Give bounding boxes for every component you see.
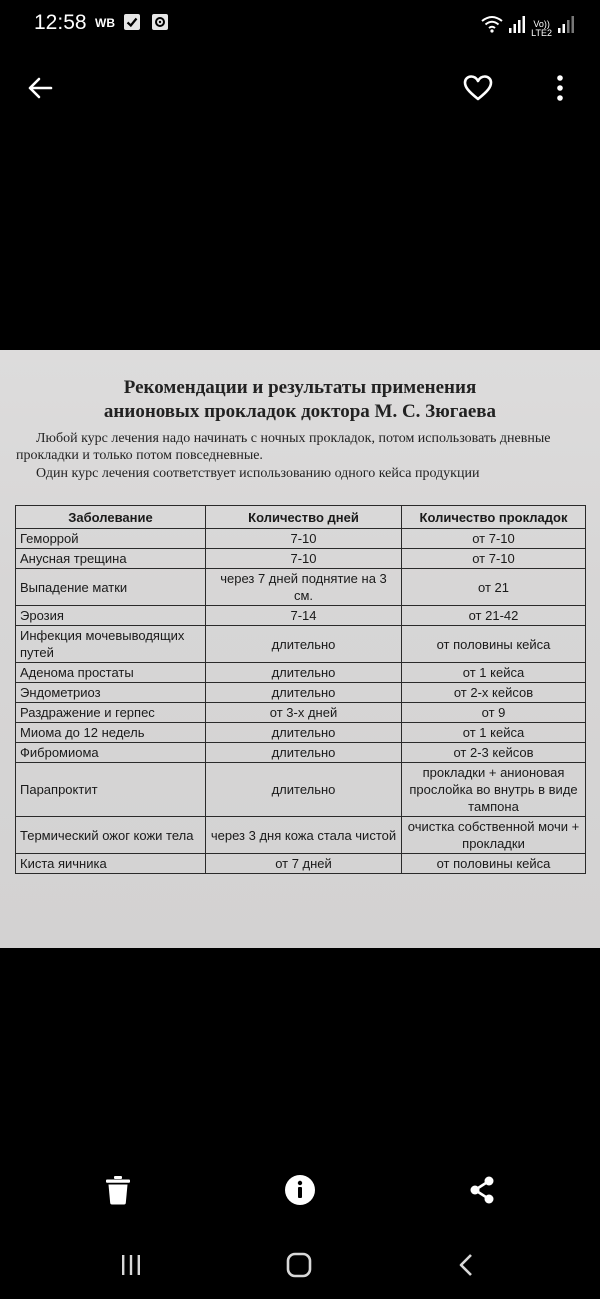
table-row xyxy=(16,549,586,569)
cell-disease: Инфекция мочевыводящих путей xyxy=(16,626,206,663)
header-days: Количество дней xyxy=(206,506,402,529)
trash-icon xyxy=(105,1175,131,1205)
info-button[interactable] xyxy=(280,1170,320,1210)
back-chevron-icon xyxy=(455,1253,479,1277)
cell-days: длительно xyxy=(206,763,402,817)
cell-pads: от 7-10 xyxy=(402,549,586,569)
cell-pads: от 9 xyxy=(402,703,586,723)
intro-paragraph-1: Любой курс лечения надо начинать с ночных прокладок, потом использовать дневные прокладки и только потом повседневные. xyxy=(16,431,551,463)
table-row xyxy=(16,529,586,549)
intro-paragraph-2: Один курс лечения соответствует использованию одного кейса продукции xyxy=(36,466,480,481)
cell-pads: от половины кейса xyxy=(402,626,586,663)
table-row xyxy=(16,854,586,874)
cell-pads: от 7-10 xyxy=(402,529,586,549)
cell-disease: Эрозия xyxy=(16,606,206,626)
document-title xyxy=(0,376,600,424)
cell-disease: Аденома простаты xyxy=(16,663,206,683)
share-icon xyxy=(467,1175,497,1205)
wifi-icon xyxy=(481,15,503,38)
carrier-badge: WB xyxy=(95,16,115,30)
cell-disease: Анусная трещина xyxy=(16,549,206,569)
signal-bars-secondary-icon xyxy=(558,15,574,38)
header-disease: Заболевание xyxy=(16,506,206,529)
document-title-line-1: Рекомендации и результаты применения xyxy=(123,377,477,398)
delete-button[interactable] xyxy=(98,1170,138,1210)
cell-pads: от половины кейса xyxy=(402,854,586,874)
settings-notification-icon xyxy=(152,14,168,30)
lte-label: LTE2 xyxy=(531,28,552,38)
favorite-button[interactable] xyxy=(458,68,498,108)
cell-disease: Эндометриоз xyxy=(16,683,206,703)
volte-label: Vo)) xyxy=(533,19,550,29)
app-bar xyxy=(0,60,600,116)
signal-bars-icon xyxy=(509,15,525,38)
cell-days: через 7 дней поднятие на 3 см. xyxy=(206,569,402,606)
cell-disease: Геморрой xyxy=(16,529,206,549)
status-time: 12:58 xyxy=(34,11,87,34)
table-row xyxy=(16,723,586,743)
info-icon xyxy=(284,1174,316,1206)
table-row xyxy=(16,703,586,723)
cell-disease: Термический ожог кожи тела xyxy=(16,817,206,854)
back-button[interactable] xyxy=(20,68,60,108)
home-button[interactable] xyxy=(279,1245,319,1285)
table-row xyxy=(16,626,586,663)
status-bar xyxy=(0,0,600,48)
cell-days: через 3 дня кожа стала чистой xyxy=(206,817,402,854)
table-row xyxy=(16,817,586,854)
arrow-left-icon xyxy=(26,74,54,102)
table-row xyxy=(16,606,586,626)
cell-days: от 3-х дней xyxy=(206,703,402,723)
table-row xyxy=(16,763,586,817)
cell-pads: очистка собственной мочи + прокладки xyxy=(402,817,586,854)
recents-icon xyxy=(119,1253,143,1277)
cell-days: длительно xyxy=(206,723,402,743)
cell-disease: Выпадение матки xyxy=(16,569,206,606)
home-icon xyxy=(285,1251,313,1279)
table-row xyxy=(16,743,586,763)
document-intro xyxy=(16,430,590,482)
cell-days: длительно xyxy=(206,663,402,683)
header-pads: Количество прокладок xyxy=(402,506,586,529)
table-header-row xyxy=(16,506,586,529)
cell-pads: от 1 кейса xyxy=(402,723,586,743)
cell-days: 7-10 xyxy=(206,549,402,569)
table-row xyxy=(16,683,586,703)
table-row xyxy=(16,663,586,683)
cell-pads: от 21 xyxy=(402,569,586,606)
cell-pads: от 21-42 xyxy=(402,606,586,626)
cell-days: 7-10 xyxy=(206,529,402,549)
document-photo[interactable] xyxy=(0,350,600,948)
cell-days: от 7 дней xyxy=(206,854,402,874)
cell-disease: Киста яичника xyxy=(16,854,206,874)
system-navigation-bar xyxy=(0,1240,600,1290)
document-title-line-2: анионовых прокладок доктора М. С. Зюгаева xyxy=(103,401,497,422)
cell-disease: Миома до 12 недель xyxy=(16,723,206,743)
more-vertical-icon xyxy=(556,74,564,102)
cell-days: длительно xyxy=(206,743,402,763)
cell-days: длительно xyxy=(206,683,402,703)
cell-disease: Парапроктит xyxy=(16,763,206,817)
cell-pads: от 2-3 кейсов xyxy=(402,743,586,763)
cell-days: длительно xyxy=(206,626,402,663)
cell-pads: от 1 кейса xyxy=(402,663,586,683)
cell-disease: Фибромиома xyxy=(16,743,206,763)
cell-disease: Раздражение и герпес xyxy=(16,703,206,723)
table-row xyxy=(16,569,586,606)
cell-pads: от 2-х кейсов xyxy=(402,683,586,703)
recents-button[interactable] xyxy=(111,1245,151,1285)
system-back-button[interactable] xyxy=(447,1245,487,1285)
cell-days: 7-14 xyxy=(206,606,402,626)
treatment-table xyxy=(15,505,586,874)
share-button[interactable] xyxy=(462,1170,502,1210)
heart-outline-icon xyxy=(463,74,493,102)
network-type xyxy=(531,20,552,38)
cell-pads: прокладки + анионовая прослойка во внутрь в виде тампона xyxy=(402,763,586,817)
status-indicators xyxy=(481,10,574,38)
more-options-button[interactable] xyxy=(540,68,580,108)
checkbox-notification-icon xyxy=(124,14,140,30)
photo-actions-bar xyxy=(0,1160,600,1220)
